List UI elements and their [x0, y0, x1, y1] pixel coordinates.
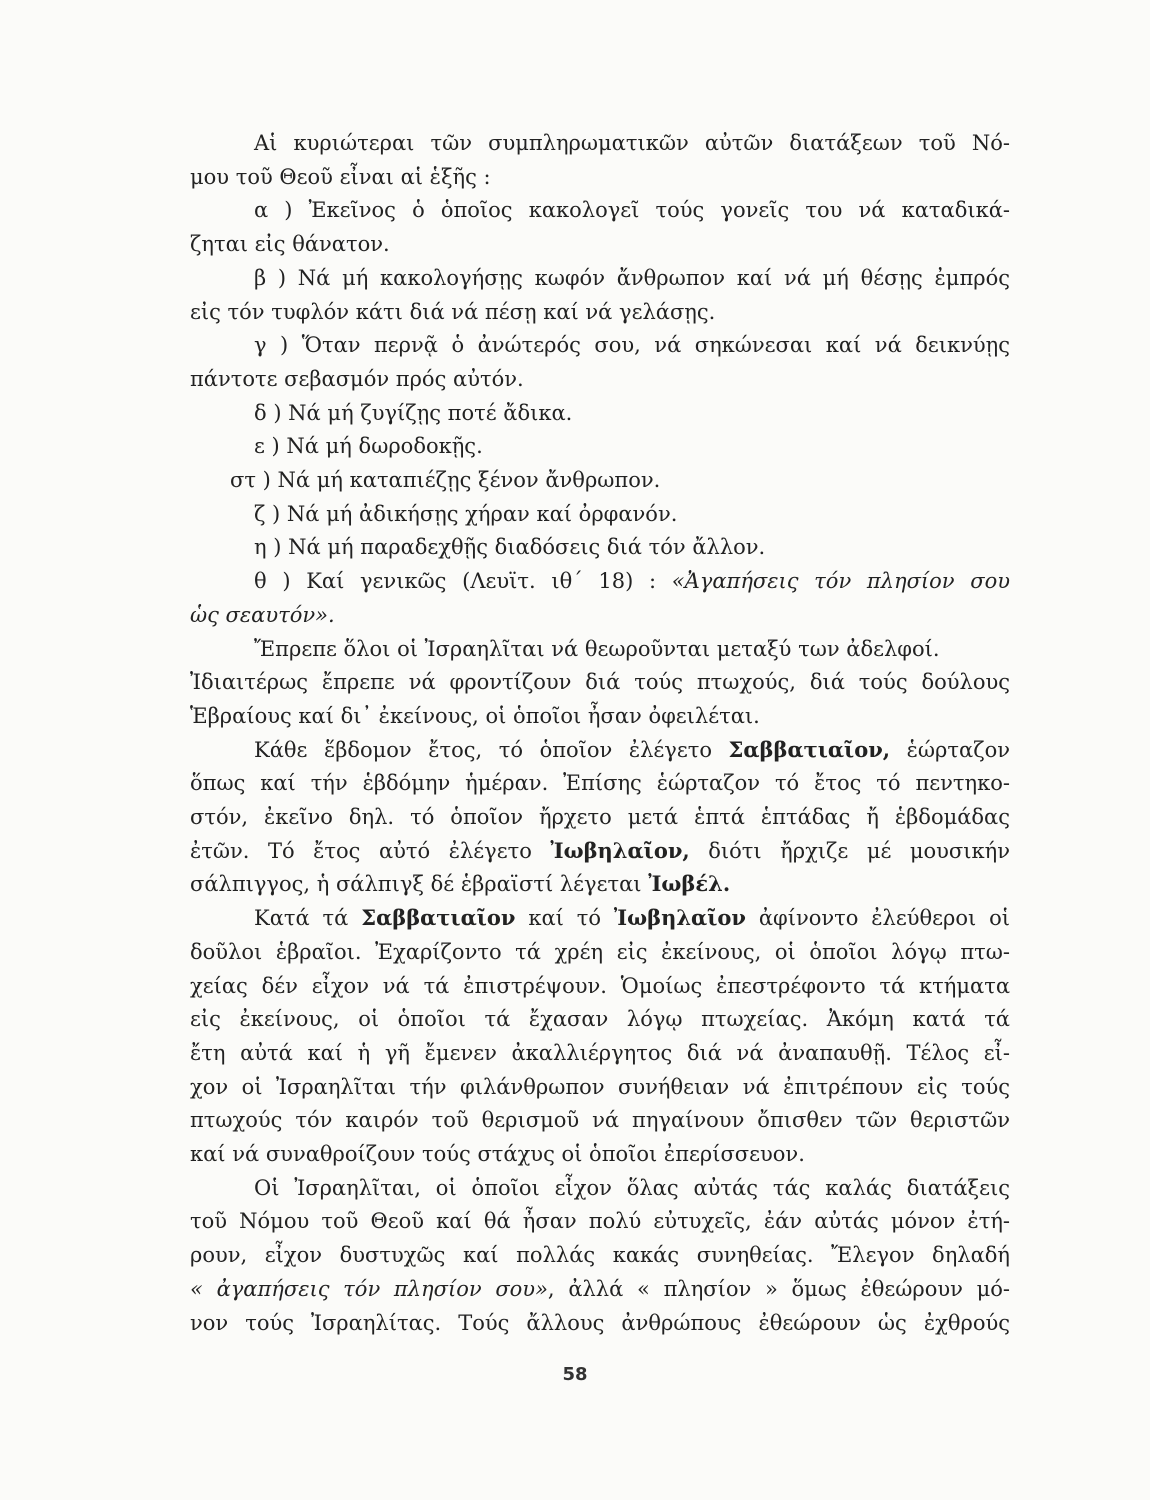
text-run: η ) Νά μή παραδεχθῇς διαδόσεις διά τόν ἄλλον.: [254, 535, 766, 560]
text-run: Οἱ Ἰσραηλῖται, οἱ ὁποῖοι εἶχον ὅλας αὐτάς τάς καλάς διατάξεις: [254, 1175, 1010, 1200]
text-line: [190, 396, 1010, 430]
text-line: [190, 867, 1010, 901]
text-line: [190, 901, 1010, 935]
text-run: στόν, ἐκεῖνο δηλ. τό ὁποῖον ἤρχετο μετά ἑπτά ἑπτάδας ἤ ἑβδομάδας: [190, 805, 1010, 829]
text-line: [190, 530, 1010, 564]
text-run: νον τούς Ἰσραηλίτας. Τούς ἄλλους ἀνθρώπους ἐθεώρουν ὡς ἐχθρούς: [190, 1310, 1010, 1335]
text-run: Κατά τά: [254, 906, 362, 931]
text-run: Κάθε ἕβδομον ἔτος, τό ὁποῖον ἐλέγετο: [254, 737, 729, 762]
text-run: Ἔπρεπε ὅλοι οἱ Ἰσραηλῖται νά θεωροῦνται μεταξύ των ἀδελφοί.: [254, 636, 940, 661]
text-run: ζ ) Νά μή ἀδικήσῃς χήραν καί ὀρφανόν.: [254, 501, 678, 526]
text-line: [190, 935, 1010, 969]
text-line: [190, 193, 1010, 227]
text-line: [190, 1204, 1010, 1238]
text-line: [190, 1171, 1010, 1205]
text-run: δοῦλοι ἑβραῖοι. Ἐχαρίζοντο τά χρέη εἰς ἐκείνους, οἱ ὁποῖοι λόγῳ πτω-: [190, 939, 1010, 964]
text-run: γ ) Ὅταν περνᾷ ὁ ἀνώτερός σου, νά σηκώνεσαι καί νά δεικνύῃς: [254, 333, 1010, 358]
text-line: [190, 160, 1010, 194]
text-run: διότι ἤρχιζε μέ μουσικήν: [689, 838, 1010, 863]
text-line: [190, 1070, 1010, 1104]
text-run: μου τοῦ Θεοῦ εἶναι αἱ ἑξῆς :: [190, 164, 491, 189]
text-run: καί νά συναθροίζουν τούς στάχυς οἱ ὁποῖοι ἐπερίσσευον.: [190, 1142, 805, 1166]
text-line: [190, 733, 1010, 767]
text-run: δ ) Νά μή ζυγίζῃς ποτέ ἄδικα.: [254, 400, 573, 425]
bold-term: Ἰωβέλ.: [648, 871, 731, 897]
text-run: στ ) Νά μή καταπιέζῃς ξένον ἄνθρωπον.: [230, 468, 661, 492]
text-run: , ἀλλά « πλησίον » ὅμως ἐθεώρουν μό-: [547, 1276, 1010, 1301]
text-line: [190, 1036, 1010, 1070]
text-line: [190, 1137, 1010, 1171]
bold-term: Σαββατιαῖον,: [728, 736, 891, 762]
text-run: β ) Νά μή κακολογήσῃς κωφόν ἄνθρωπον καί νά μή θέσῃς ἐμπρός: [254, 265, 1010, 290]
italic-quote: « ἀγαπήσεις τόν πλησίον σου»: [190, 1276, 548, 1301]
text-run: πτωχούς τόν καιρόν τοῦ θερισμοῦ νά πηγαίνουν ὄπισθεν τῶν θεριστῶν: [190, 1108, 1010, 1133]
text-run: α ) Ἐκεῖνος ὁ ὁποῖος κακολογεῖ τούς γονεῖς του νά καταδικά-: [254, 198, 1010, 223]
text-run: ὅπως καί τήν ἑβδόμην ἡμέραν. Ἐπίσης ἑώρταζον τό ἔτος τό πεντηκο-: [190, 771, 1010, 796]
text-line: [190, 632, 1010, 666]
text-run: εἰς ἐκείνους, οἱ ὁποῖοι τά ἔχασαν λόγῳ πτωχείας. Ἀκόμη κατά τά: [190, 1007, 1010, 1032]
text-run: Ἰδιαιτέρως ἔπρεπε νά φροντίζουν διά τούς πτωχούς, διά τούς δούλους: [190, 670, 1010, 695]
text-line: [190, 227, 1010, 261]
text-line: [190, 665, 1010, 699]
text-run: σάλπιγγος, ἡ σάλπιγξ δέ ἑβραϊστί λέγεται: [190, 872, 649, 897]
text-run: Ἑβραίους καί δι᾽ ἐκείνους, οἱ ὁποῖοι ἦσαν ὀφειλέται.: [190, 703, 760, 728]
text-line: [190, 598, 1010, 632]
text-line: [190, 261, 1010, 295]
text-run: χείας δέν εἶχον νά τά ἐπιστρέψουν. Ὁμοίως ἐπεστρέφοντο τά κτήματα: [190, 973, 1010, 998]
text-line: [190, 564, 1010, 598]
text-run: τοῦ Νόμου τοῦ Θεοῦ καί θά ἦσαν πολύ εὐτυχεῖς, ἐάν αὐτάς μόνον ἐτή-: [190, 1209, 1010, 1234]
italic-quote: ὡς σεαυτόν».: [190, 602, 335, 627]
text-line: [190, 699, 1010, 733]
bold-term: Ἰωβηλαῖον: [613, 905, 746, 931]
text-run: ἐτῶν. Τό ἔτος αὐτό ἐλέγετο: [190, 838, 551, 863]
text-run: ρουν, εἶχον δυστυχῶς καί πολλάς κακάς συνηθείας. Ἔλεγον δηλαδή: [190, 1243, 1010, 1268]
text-line: [190, 429, 1010, 463]
text-line: [190, 328, 1010, 362]
text-run: θ ) Καί γενικῶς (Λευϊτ. ιθ΄ 18) :: [254, 569, 672, 594]
text-line: [190, 1306, 1010, 1340]
text-line: [190, 1238, 1010, 1272]
text-run: Αἱ κυριώτεραι τῶν συμπληρωματικῶν αὐτῶν διατάξεων τοῦ Νό-: [254, 131, 1010, 155]
text-line: [190, 463, 1010, 497]
text-line: [190, 362, 1010, 396]
text-run: εἰς τόν τυφλόν κάτι διά νά πέσῃ καί νά γελάσῃς.: [190, 299, 716, 324]
bold-term: Ἰωβηλαῖον,: [550, 837, 690, 863]
text-run: ἔτη αὐτά καί ἡ γῆ ἔμενεν ἀκαλλιέργητος διά νά ἀναπαυθῇ. Τέλος εἶ-: [190, 1040, 1010, 1065]
italic-quote: «Ἀγαπήσεις τόν πλησίον σου: [671, 569, 1010, 594]
text-line: [190, 834, 1010, 868]
text-run: καί τό: [515, 906, 614, 931]
page-text-block: [190, 126, 1010, 1356]
bold-term: Σαββατιαῖον: [361, 905, 516, 931]
text-line: [190, 295, 1010, 329]
text-line: [190, 1103, 1010, 1137]
text-line: [190, 969, 1010, 1003]
text-line: [190, 1272, 1010, 1306]
text-run: πάντοτε σεβασμόν πρός αὐτόν.: [190, 366, 524, 391]
text-line: [190, 800, 1010, 834]
text-line: [190, 1002, 1010, 1036]
text-run: ἀφίνοντο ἐλεύθεροι οἱ: [745, 906, 1010, 931]
text-line: [190, 766, 1010, 800]
text-line: [190, 126, 1010, 160]
text-line: [190, 497, 1010, 531]
text-run: ἑώρταζον: [890, 737, 1010, 762]
text-run: χον οἱ Ἰσραηλῖται τήν φιλάνθρωπον συνήθειαν νά ἐπιτρέπουν εἰς τούς: [190, 1074, 1010, 1099]
page-number: 58: [562, 1364, 588, 1385]
text-run: ε ) Νά μή δωροδοκῇς.: [254, 434, 483, 459]
text-run: ζηται εἰς θάνατον.: [190, 232, 390, 257]
